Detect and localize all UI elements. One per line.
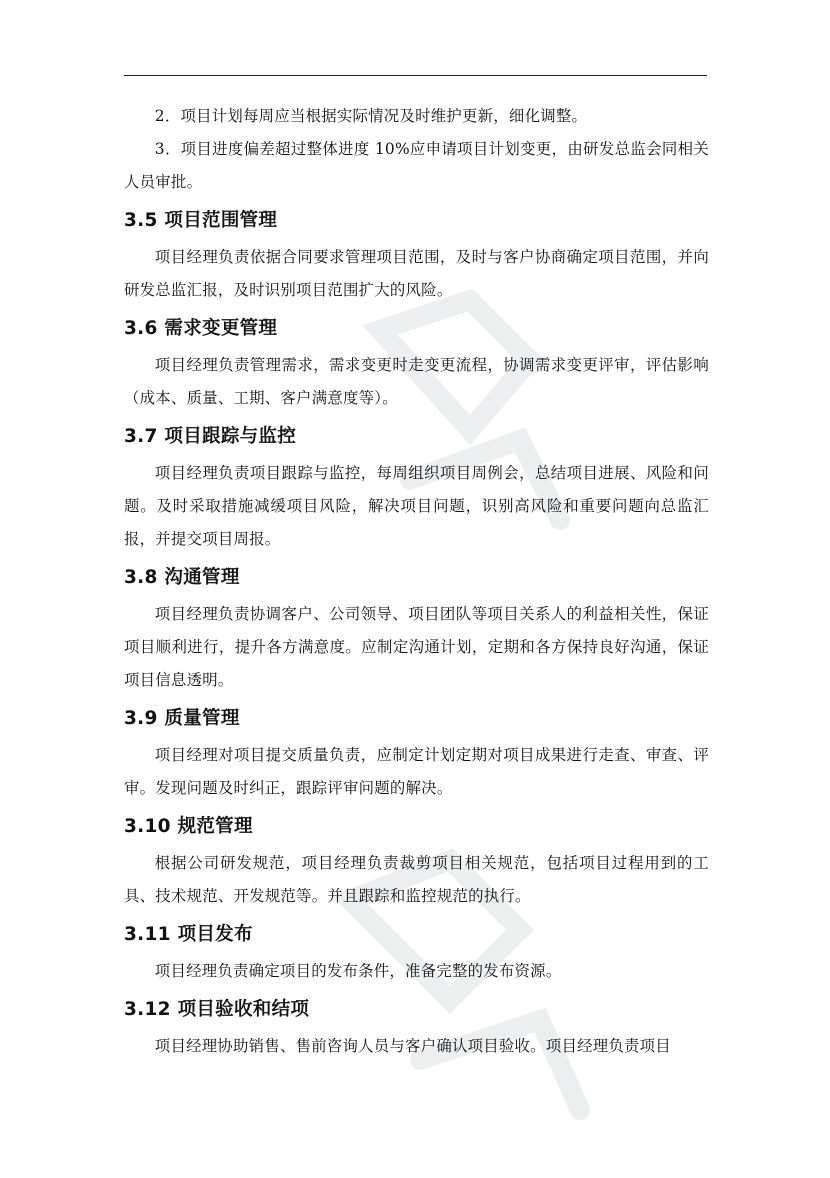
- list-item: 2．项目计划每周应当根据实际情况及时维护更新，细化调整。: [154, 107, 588, 125]
- document-body: [124, 100, 709, 1063]
- list-item: 3．项目进度偏差超过整体进度 10%应申请项目计划变更，由研发总监会同相关人员审批。: [124, 140, 709, 191]
- section-paragraph: 项目经理负责项目跟踪与监控，每周组织项目周例会，总结项目进展、风险和问题。及时采取措施减缓项目风险，解决项目问题，识别高风险和重要问题向总监汇报，并提交项目周报。: [124, 464, 709, 548]
- section-heading: 3.12 项目验收和结项: [124, 999, 310, 1020]
- section-heading: 3.9 质量管理: [124, 708, 240, 729]
- section-paragraph: 项目经理负责确定项目的发布条件，准备完整的发布资源。: [154, 962, 562, 980]
- section-heading: 3.8 沟通管理: [124, 567, 240, 588]
- section-paragraph: 根据公司研发规范，项目经理负责裁剪项目相关规范，包括项目过程用到的工具、技术规范、开发规范等。并且跟踪和监控规范的执行。: [124, 854, 709, 905]
- section-heading: 3.6 需求变更管理: [124, 318, 278, 339]
- section-heading: 3.10 规范管理: [124, 816, 253, 837]
- section-paragraph: 项目经理负责依据合同要求管理项目范围，及时与客户协商确定项目范围，并向研发总监汇报，及时识别项目范围扩大的风险。: [124, 248, 709, 299]
- section-heading: 3.5 项目范围管理: [124, 210, 278, 231]
- section-paragraph: 项目经理负责协调客户、公司领导、项目团队等项目关系人的利益相关性，保证项目顺利进行，提升各方满意度。应制定沟通计划，定期和各方保持良好沟通，保证项目信息透明。: [124, 605, 709, 689]
- section-heading: 3.7 项目跟踪与监控: [124, 426, 297, 447]
- header-rule: [124, 75, 707, 76]
- section-heading: 3.11 项目发布: [124, 924, 253, 945]
- section-paragraph: 项目经理协助销售、售前咨询人员与客户确认项目验收。项目经理负责项目: [154, 1037, 671, 1055]
- section-paragraph: 项目经理对项目提交质量负责，应制定计划定期对项目成果进行走查、审查、评审。发现问题及时纠正，跟踪评审问题的解决。: [124, 746, 709, 797]
- section-paragraph: 项目经理负责管理需求，需求变更时走变更流程，协调需求变更评审，评估影响（成本、质量、工期、客户满意度等）。: [124, 356, 709, 407]
